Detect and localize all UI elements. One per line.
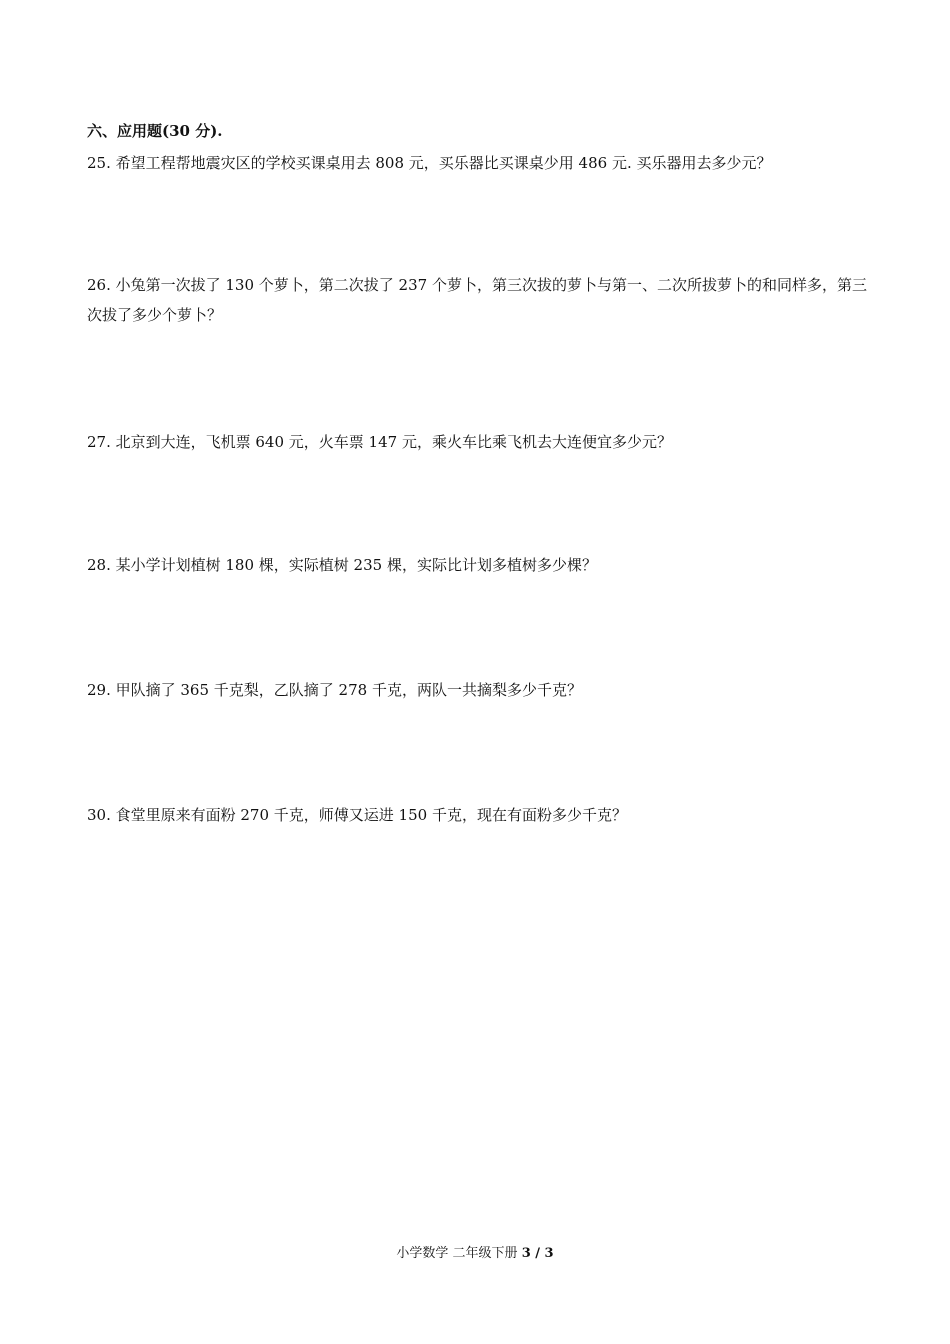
question-25: 25. 希望工程帮地震灾区的学校买课桌用去 808 元，买乐器比买课桌少用 486 元. 买乐器用去多少元？ [87,154,772,172]
question-26: 26. 小兔第一次拔了 130 个萝卜，第二次拔了 237 个萝卜，第三次拔的萝卜与第一、二次所拔萝卜的和同样多，第三次拔了多少个萝卜？ [87,276,867,324]
question-27: 27. 北京到大连，飞机票 640 元，火车票 147 元，乘火车比乘飞机去大连便宜多少元？ [87,433,672,451]
question-29: 29. 甲队摘了 365 千克梨，乙队摘了 278 千克，两队一共摘梨多少千克？ [87,681,582,699]
question-30: 30. 食堂里原来有面粉 270 千克，师傅又运进 150 千克，现在有面粉多少千克？ [87,806,627,824]
footer-label: 小学数学 二年级下册 [396,1246,522,1261]
page-number: 3 / 3 [521,1246,554,1261]
section-title: 六、应用题(30 分). [87,122,223,140]
page-footer [0,1245,950,1263]
question-28: 28. 某小学计划植树 180 棵，实际植树 235 棵，实际比计划多植树多少棵？ [87,556,597,574]
